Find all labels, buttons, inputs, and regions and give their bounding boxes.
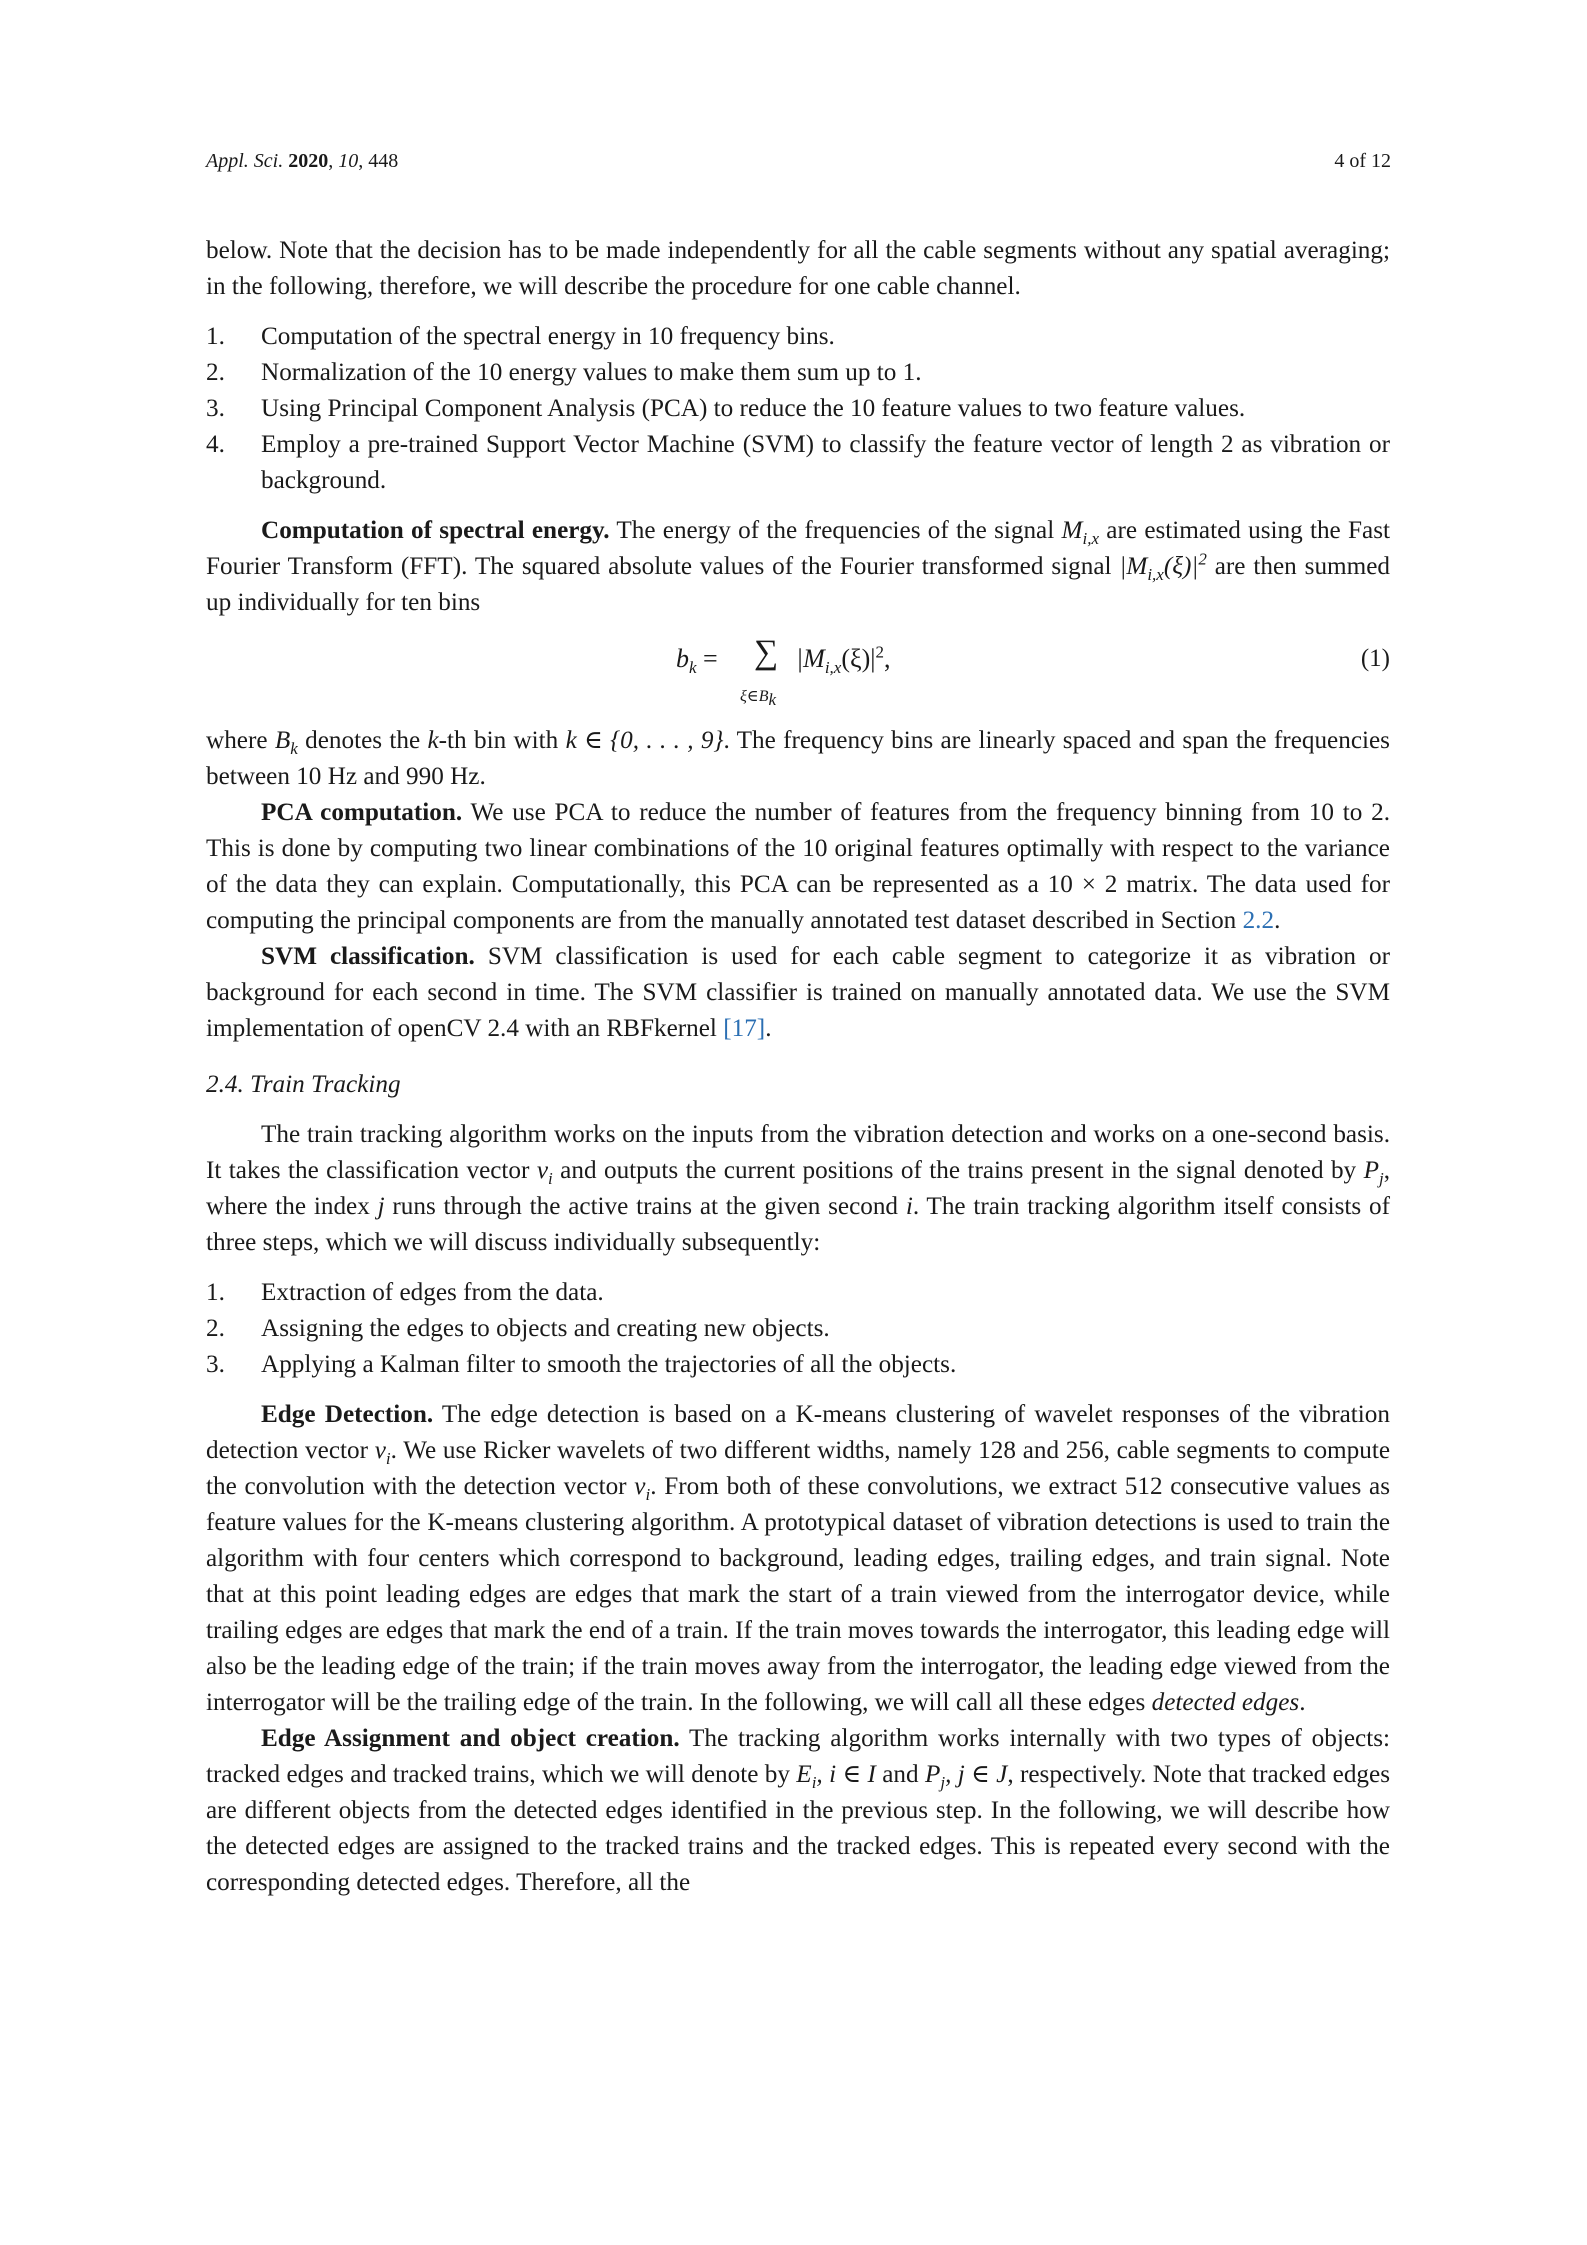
math-Mix: $M_{i,x}$ bbox=[1061, 517, 1100, 549]
page-number: 4 of 12 bbox=[1334, 150, 1391, 172]
journal-year: 2020 bbox=[288, 150, 329, 172]
math-j: j bbox=[377, 1193, 385, 1220]
list-number: 1. bbox=[206, 1279, 225, 1306]
list-number: 2. bbox=[206, 1315, 225, 1342]
procedure-list bbox=[206, 319, 1390, 499]
intro-paragraph: below. Note that the decision has to be made independently for all the cable segments without any spatial averaging; in the following, therefore, we will describe the procedure for one cable channel. bbox=[206, 237, 1390, 300]
math-Pj: $P_j$ bbox=[1363, 1157, 1384, 1189]
math-vi: $v_i$ bbox=[634, 1473, 651, 1505]
list-text: Normalization of the 10 energy values to make them sum up to 1. bbox=[261, 359, 922, 386]
math-vi: $v_i$ bbox=[536, 1157, 553, 1189]
list-item bbox=[206, 319, 1390, 355]
section-heading: 2.4. Train Tracking bbox=[206, 1071, 401, 1098]
list-item bbox=[206, 1275, 1390, 1311]
list-item bbox=[206, 1311, 1390, 1347]
list-item bbox=[206, 355, 1390, 391]
paragraph-heading: Edge Assignment and object creation. bbox=[261, 1725, 680, 1752]
math-Ei: $E_i$, i ∈ I bbox=[796, 1761, 876, 1793]
summation-index: $\xi\in B_k$ bbox=[740, 688, 777, 710]
paragraph-text: are estimated using the Fast Fourier Transform (FFT). The squared absolute values of the Fourier transformed signal bbox=[206, 517, 1391, 580]
paragraph-text: The energy of the frequencies of the signal bbox=[609, 517, 1062, 544]
math-Bk: $B_k$ bbox=[274, 727, 298, 759]
math-i: i bbox=[905, 1193, 913, 1220]
section-link[interactable]: 2.2 bbox=[1242, 907, 1275, 934]
list-text: Extraction of edges from the data. bbox=[261, 1279, 604, 1306]
journal-volume: 10 bbox=[338, 150, 359, 172]
tracking-paragraph: The train tracking algorithm works on the inputs from the vibration detection and works on a one-second basis. It takes the classification vector $v_i$ and outputs the current positions of the trains present in the signal denoted by $P_j$, where the index j runs through the active trains at the given second i. The train tracking algorithm itself consists of three steps, which we will discuss individually subsequently: bbox=[206, 1121, 1390, 1256]
journal-name: Appl. Sci. bbox=[206, 150, 284, 172]
equation-number: (1) bbox=[1360, 645, 1390, 672]
edge-detection-paragraph: Edge Detection. The edge detection is based on a K-means clustering of wavelet responses of the vibration detection vector $v_i$. We use Ricker wavelets of two different widths, namely 128 and 256, cable segments to compute the convolution with the detection vector $v_i$. From both of these convolutions, we extract 512 consecutive values as feature values for the K-means clustering algorithm. A prototypical dataset of vibration detections is used to train the algorithm with four centers which correspond to background, leading edges, trailing edges, and train signal. Note that at this point leading edges are edges that mark the start of a train viewed from the interrogator device, while trailing edges are edges that mark the end of a train. If the train moves towards the interrogator, this leading edge will also be the leading edge of the train; if the train moves away from the interrogator, the leading edge viewed from the interrogator will be the trailing edge of the train. In the following, we will call all these edges detected edges. bbox=[206, 1401, 1390, 1716]
article-number: , 448 bbox=[358, 150, 399, 172]
paragraph-heading: SVM classification. bbox=[261, 943, 475, 970]
equation-lhs: $b_k$ = bbox=[676, 644, 718, 678]
list-item bbox=[206, 391, 1390, 427]
list-text: Assigning the edges to objects and creating new objects. bbox=[261, 1315, 830, 1342]
list-number: 1. bbox=[206, 323, 225, 350]
paragraph-heading: Computation of spectral energy. bbox=[261, 517, 610, 544]
pca-paragraph: PCA computation. We use PCA to reduce the number of features from the frequency binning from 10 to 2. This is done by computing two linear combinations of the 10 original features optimally with respect to the variance of the data they can explain. Computationally, this PCA can be represented as a 10 × 2 matrix. The data used for computing the principal components are from the manually annotated test dataset described in Section 2.2. bbox=[206, 799, 1390, 934]
list-text: Using Principal Component Analysis (PCA) to reduce the 10 feature values to two feature values. bbox=[261, 395, 1246, 422]
list-number: 4. bbox=[206, 431, 225, 458]
emphasized-term: detected edges bbox=[1151, 1689, 1300, 1716]
math-Pj: $P_j$, j ∈ J bbox=[924, 1761, 1008, 1793]
summation-symbol: ∑ bbox=[754, 634, 779, 671]
list-number: 2. bbox=[206, 359, 225, 386]
paragraph-heading: Edge Detection. bbox=[261, 1401, 434, 1428]
svm-paragraph: SVM classification. SVM classification is used for each cable segment to categorize it as vibration or background for each second in time. The SVM classifier is trained on manually annotated data. We use the SVM implementation of openCV 2.4 with an RBFkernel [17]. bbox=[206, 943, 1390, 1042]
spectral-paragraph bbox=[206, 513, 1390, 621]
equation-1 bbox=[206, 633, 1390, 715]
paragraph-heading: PCA computation. bbox=[261, 799, 463, 826]
tracking-steps-list bbox=[206, 1275, 1390, 1383]
list-text: Computation of the spectral energy in 10 frequency bins. bbox=[261, 323, 835, 350]
list-number: 3. bbox=[206, 395, 225, 422]
main-text bbox=[206, 233, 1390, 1901]
citation-link[interactable]: [17] bbox=[723, 1015, 766, 1042]
list-number: 3. bbox=[206, 1351, 225, 1378]
math-k: k bbox=[427, 727, 439, 754]
math-k-set: k ∈ {0, . . . , 9} bbox=[565, 727, 724, 754]
list-item bbox=[206, 1347, 1390, 1383]
math-vi: $v_i$ bbox=[374, 1437, 391, 1469]
edge-assignment-paragraph: Edge Assignment and object creation. The tracking algorithm works internally with two types of objects: tracked edges and tracked trains, which we will denote by $E_i$, i ∈ I and $P_j$, j ∈ J, respectively. Note that tracked edges are different objects from the detected edges identified in the previous step. In the following, we will describe how the detected edges are assigned to the tracked trains and the tracked edges. This is repeated every second with the corresponding detected edges. Therefore, all the bbox=[206, 1725, 1390, 1896]
where-paragraph: where $B_k$ denotes the k-th bin with k ∈ {0, . . . , 9}. The frequency bins are linearly spaced and span the frequencies between 10 Hz and 990 Hz. bbox=[206, 727, 1390, 790]
paragraph-text: are then summed up individually for ten bins bbox=[206, 553, 1390, 616]
list-text: Applying a Kalman filter to smooth the trajectories of all the objects. bbox=[261, 1351, 957, 1378]
list-item bbox=[206, 427, 1390, 499]
math-abs-M: $|M_{i,x}(\xi)|^2$ bbox=[1119, 549, 1207, 585]
running-header-citation: Appl. Sci. 2020, 10, 448 bbox=[206, 150, 399, 172]
list-text: Employ a pre-trained Support Vector Machine (SVM) to classify the feature vector of length 2 as vibration or background. bbox=[261, 431, 1390, 494]
equation-term: $|M_{i,x}(\xi)|^2$, bbox=[796, 642, 891, 678]
